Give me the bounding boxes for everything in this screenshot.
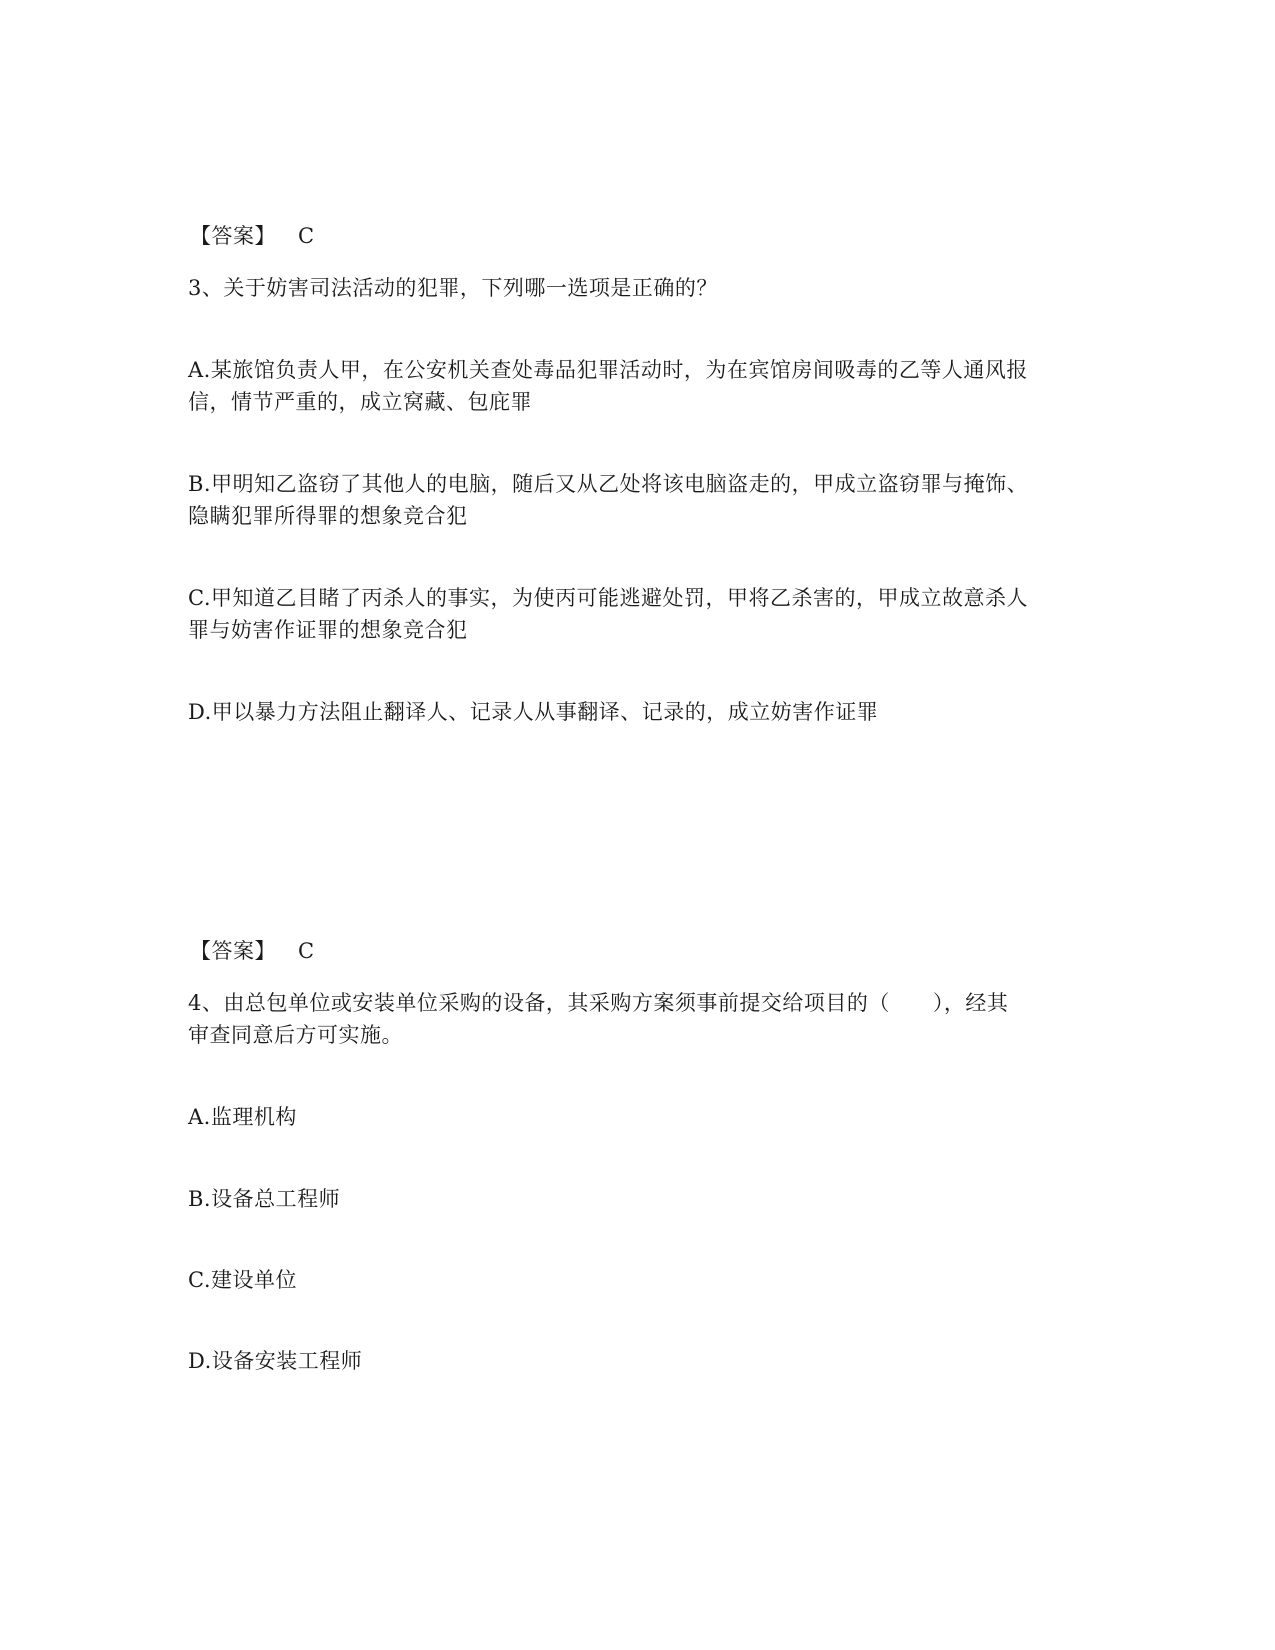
q3-option-d-line-1: D.甲以暴力方法阻止翻译人、记录人从事翻译、记录的，成立妨害作证罪 (188, 700, 879, 724)
answer-value: C (298, 939, 315, 963)
q3-option-a-line-1: A.某旅馆负责人甲，在公安机关查处毒品犯罪活动时，为在宾馆房间吸毒的乙等人通风报 (188, 358, 1028, 382)
q4-option-d: D.设备安装工程师 (188, 1349, 363, 1373)
q4-option-a: A.监理机构 (188, 1105, 297, 1129)
question-3-title: 3、关于妨害司法活动的犯罪，下列哪一选项是正确的？ (188, 276, 718, 300)
q3-option-c-line-1: C.甲知道乙目睹了丙杀人的事实，为使丙可能逃避处罚，甲将乙杀害的，甲成立故意杀人 (188, 586, 1028, 610)
q3-option-c-line-2: 罪与妨害作证罪的想象竞合犯 (188, 618, 468, 642)
answer-line (190, 220, 315, 252)
answer-label: 【答案】 (190, 939, 276, 963)
answer-line-2 (190, 935, 315, 967)
q4-option-c: C.建设单位 (188, 1268, 297, 1292)
q3-option-b-line-1: B.甲明知乙盗窃了其他人的电脑，随后又从乙处将该电脑盗走的，甲成立盗窃罪与掩饰、 (188, 472, 1029, 496)
answer-label: 【答案】 (190, 224, 276, 248)
q3-option-b-line-2: 隐瞒犯罪所得罪的想象竞合犯 (188, 504, 468, 528)
answer-value: C (298, 224, 315, 248)
question-4-title-line-2: 审查同意后方可实施。 (188, 1023, 403, 1047)
question-4-title-line-1: 4、由总包单位或安装单位采购的设备，其采购方案须事前提交给项目的（ ），经其 (188, 991, 1009, 1015)
q3-option-a-line-2: 信，情节严重的，成立窝藏、包庇罪 (188, 390, 532, 414)
q4-option-b: B.设备总工程师 (188, 1187, 341, 1211)
